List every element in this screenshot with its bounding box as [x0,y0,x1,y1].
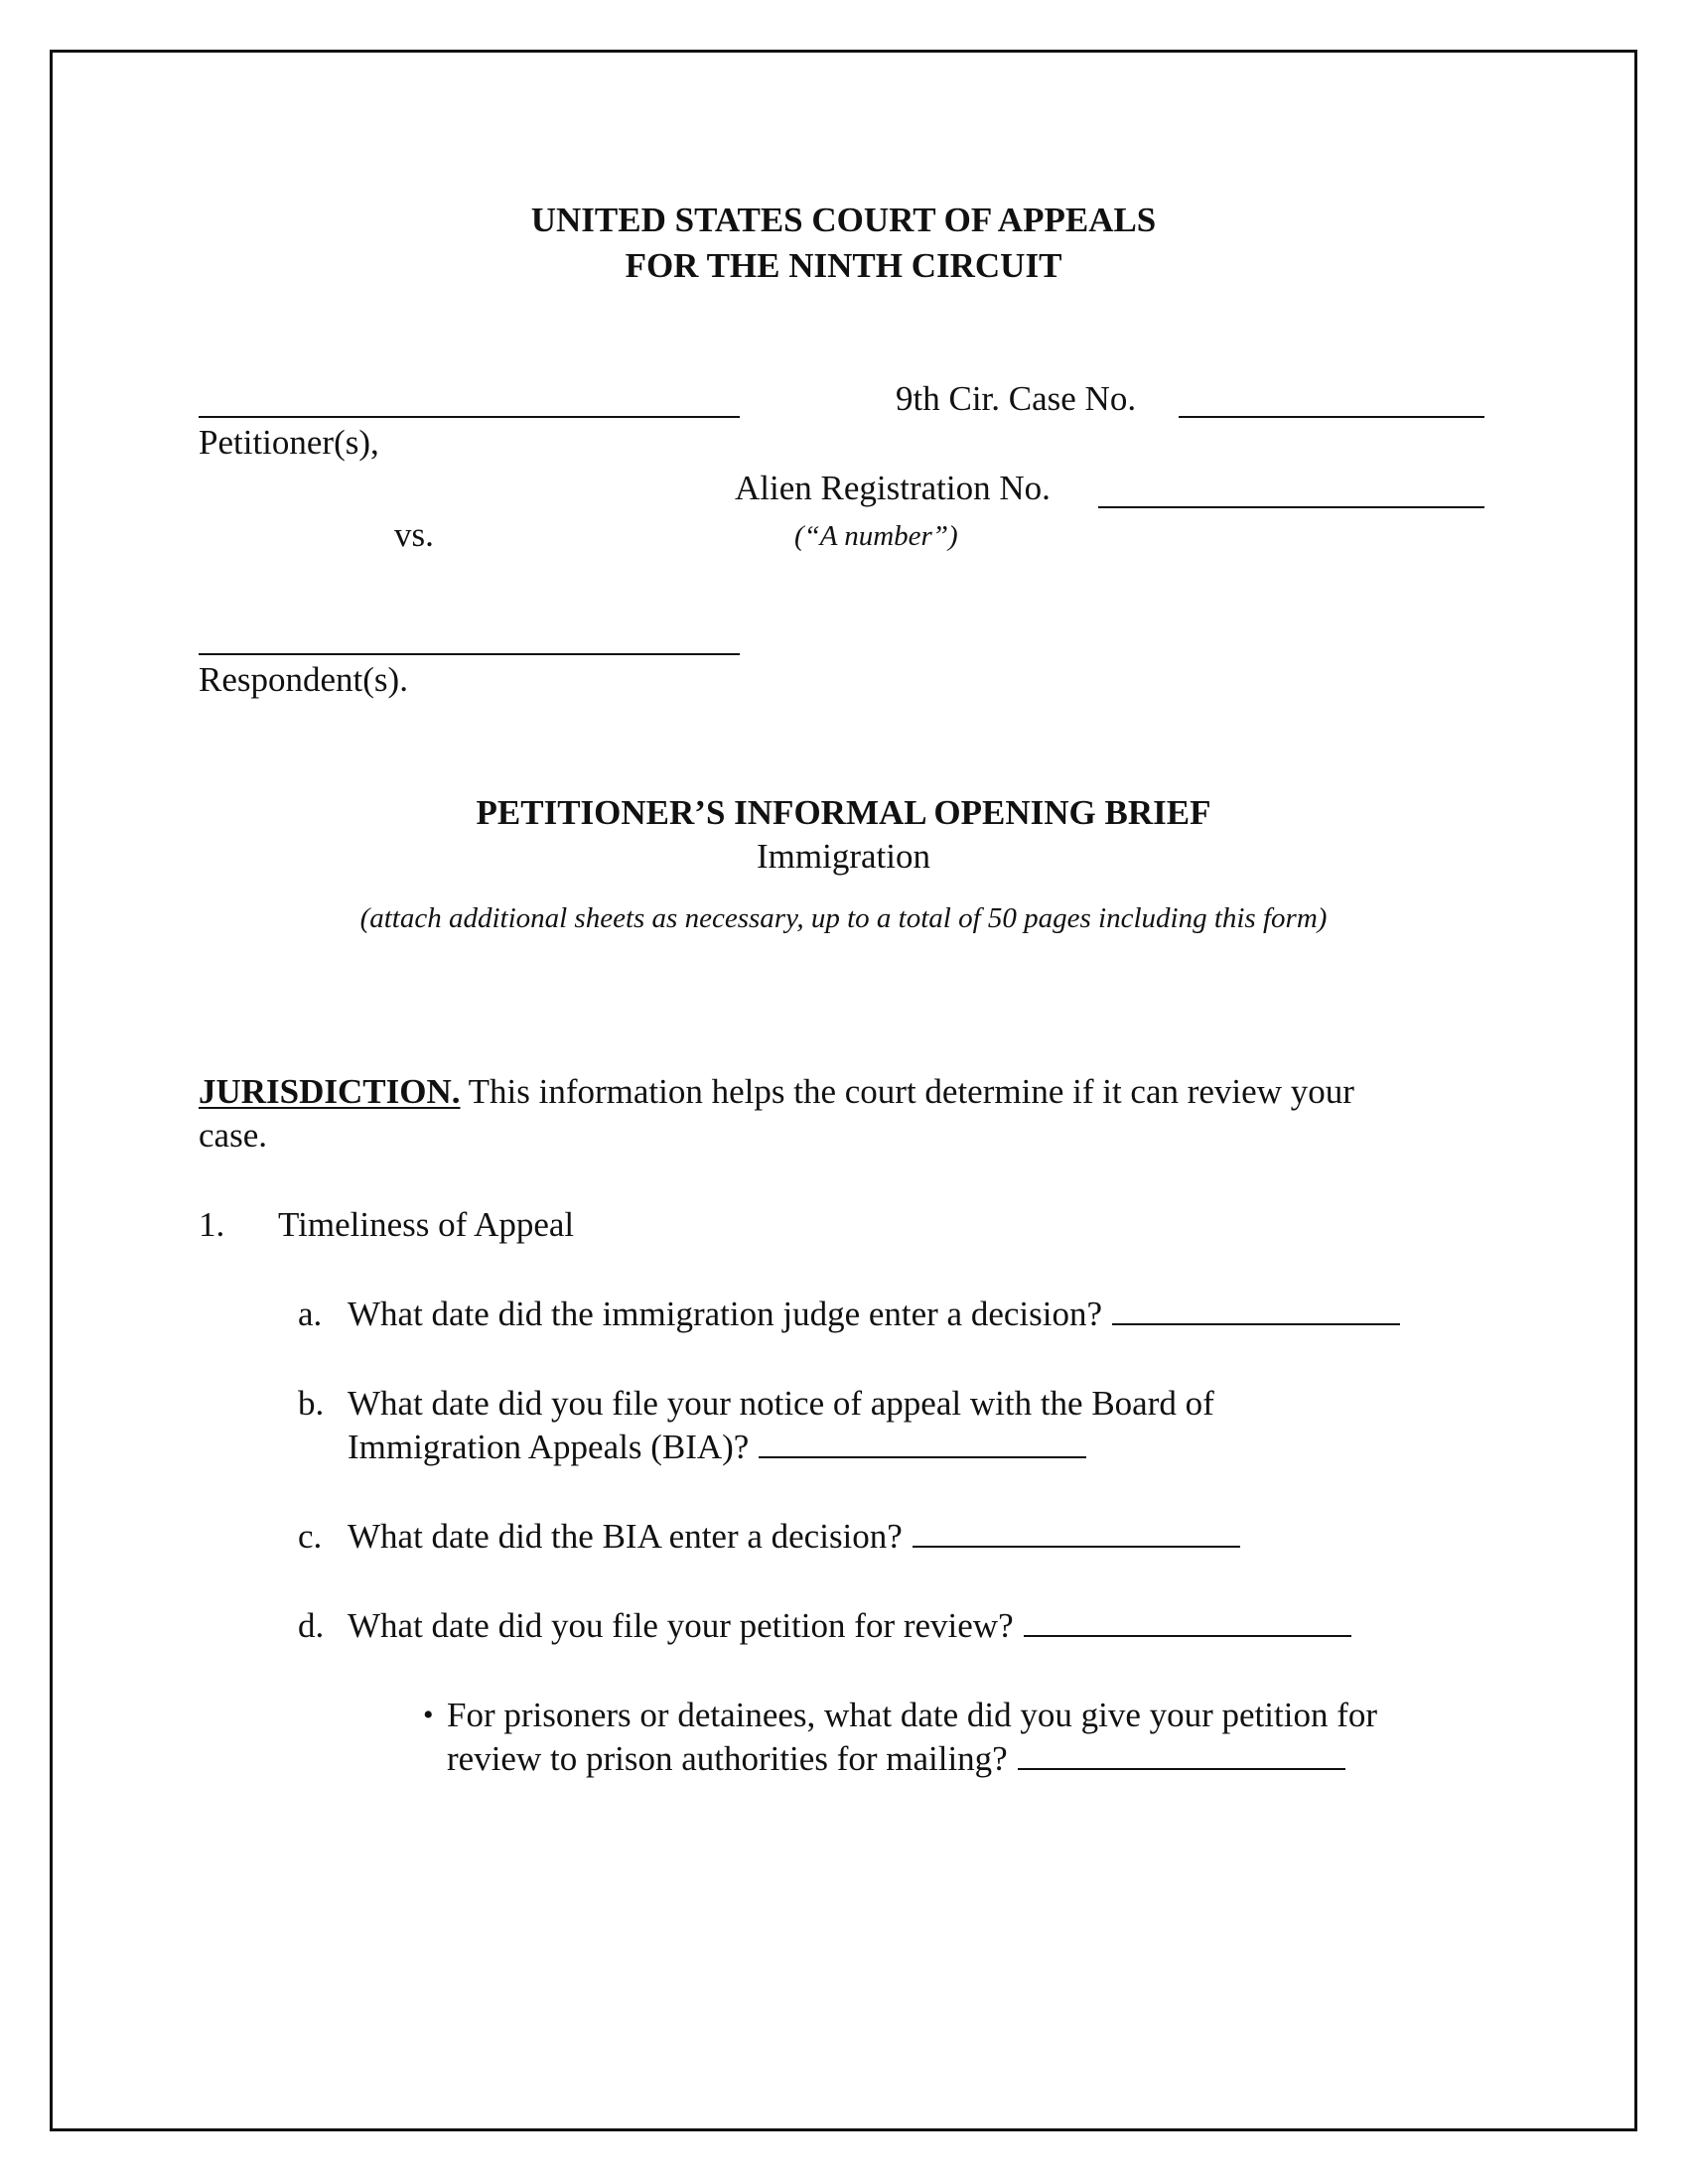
item-d-letter: d. [298,1606,325,1645]
jurisdiction-label: JURISDICTION. [199,1072,461,1111]
section-1-number: 1. [199,1205,225,1244]
alien-registration-field[interactable] [1098,506,1484,508]
item-a-question [348,1293,1400,1336]
case-number-field[interactable] [1179,416,1484,418]
jurisdiction-paragraph [199,1070,1354,1114]
court-name-line2: FOR THE NINTH CIRCUIT [625,246,1062,285]
mailing-date-field[interactable] [1018,1740,1345,1770]
case-number-label: 9th Cir. Case No. [896,379,1137,418]
item-a-letter: a. [298,1295,323,1333]
brief-subtitle: Immigration [757,837,930,876]
item-d-question [348,1604,1351,1648]
petitioner-name-field[interactable] [199,416,740,418]
item-c-date-field[interactable] [913,1518,1240,1548]
item-b-question-line2 [348,1426,1086,1469]
item-a-date-field[interactable] [1112,1296,1400,1325]
bullet-line2: review to prison authorities for mailing? [447,1739,1008,1778]
vs-label: vs. [394,515,434,554]
item-c-question [348,1515,1240,1559]
item-d-text: What date did you file your petition for review? [348,1606,1014,1645]
item-c-text: What date did the BIA enter a decision? [348,1517,903,1556]
court-name-line1: UNITED STATES COURT OF APPEALS [530,201,1157,239]
brief-title: PETITIONER’S INFORMAL OPENING BRIEF [476,793,1211,832]
item-a-text: What date did the immigration judge enter a decision? [348,1295,1103,1333]
bullet-icon: • [423,1699,434,1731]
item-b-line2: Immigration Appeals (BIA)? [348,1428,750,1466]
a-number-note: (“A number”) [794,520,958,552]
respondent-name-field[interactable] [199,653,740,655]
respondent-label: Respondent(s). [199,660,408,699]
jurisdiction-text-line2: case. [199,1116,267,1155]
item-d-date-field[interactable] [1024,1607,1351,1637]
bullet-line1: For prisoners or detainees, what date did you give your petition for [447,1696,1378,1734]
bullet-question-line2 [447,1737,1345,1781]
item-b-letter: b. [298,1384,325,1423]
section-1-title: Timeliness of Appeal [278,1205,575,1244]
petitioner-label: Petitioner(s), [199,423,379,462]
item-c-letter: c. [298,1517,323,1556]
item-b-line1: What date did you file your notice of appeal with the Board of [348,1384,1214,1423]
jurisdiction-text-line1: This information helps the court determine if it can review your [460,1072,1354,1111]
brief-instructions-note: (attach additional sheets as necessary, up to a total of 50 pages including this form) [359,902,1328,934]
item-b-date-field[interactable] [759,1429,1086,1458]
alien-registration-label: Alien Registration No. [735,469,1051,507]
